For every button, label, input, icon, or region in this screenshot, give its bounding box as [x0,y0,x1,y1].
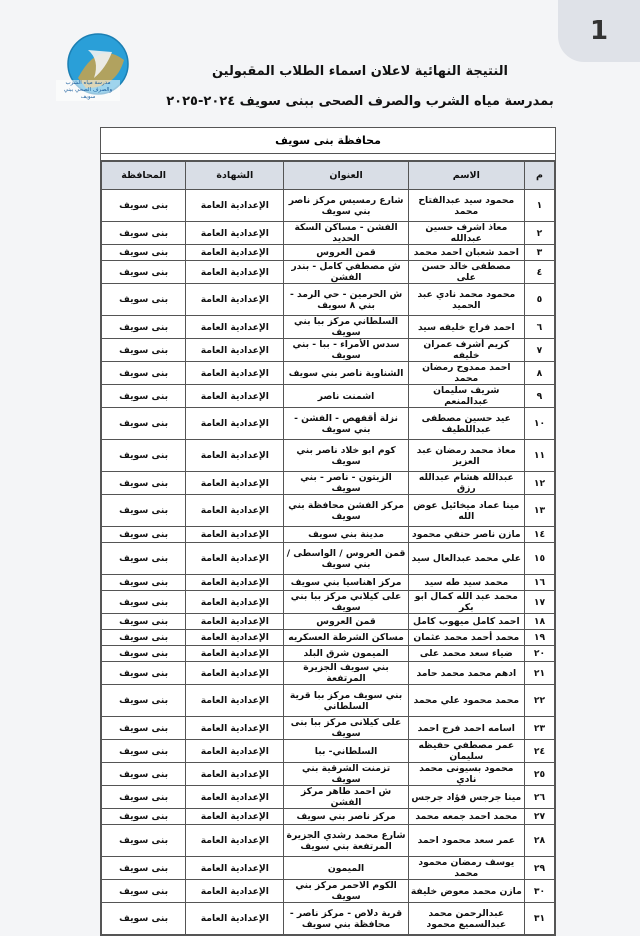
cell-address: بني سويف الجزيرة المرتفعة [284,662,408,685]
table-row [102,857,555,880]
table-row [102,190,555,222]
cell-certificate: الإعدادية العامة [186,825,284,857]
cell-certificate: الإعدادية العامة [186,857,284,880]
table-row [102,685,555,717]
cell-name: محمد أحمد محمد عثمان [408,630,524,646]
cell-certificate: الإعدادية العامة [186,575,284,591]
cell-num: ١٢ [524,472,554,495]
cell-num: ٣ [524,245,554,261]
governorate-band: محافظة بنى سويف [101,128,555,154]
cell-governorate: بنى سويف [102,646,186,662]
table-row [102,495,555,527]
table-row [102,809,555,825]
title-line-2: بمدرسة مياه الشرب والصرف الصحى ببنى سويف ٢٠٢٤-٢٠٢٥ [166,94,554,109]
cell-name: مازن ناصر حنفي محمود [408,527,524,543]
table-row [102,362,555,385]
cell-num: ٢٦ [524,786,554,809]
cell-certificate: الإعدادية العامة [186,543,284,575]
cell-name: محمد محمود علي محمد [408,685,524,717]
cell-name: عبدالرحمن محمد عبدالسميع محمود [408,903,524,935]
cell-name: محمود محمد نادي عبد الحميد [408,284,524,316]
table-row [102,245,555,261]
cell-governorate: بنى سويف [102,222,186,245]
cell-address: الشناوية ناصر بني سويف [284,362,408,385]
cell-certificate: الإعدادية العامة [186,222,284,245]
cell-certificate: الإعدادية العامة [186,190,284,222]
cell-governorate: بنى سويف [102,284,186,316]
cell-name: محمد عبد الله كمال ابو بكر [408,591,524,614]
table-row [102,575,555,591]
cell-num: ٢٨ [524,825,554,857]
logo-text-2: والصرف الصحي ببني سويف [63,87,113,100]
cell-address: تزمنت الشرقية بني سويف [284,763,408,786]
cell-name: معاذ اشرف حسين عبدالله [408,222,524,245]
cell-certificate: الإعدادية العامة [186,646,284,662]
cell-name: مصطفى خالد حسن على [408,261,524,284]
cell-name: كريم أشرف عمران خليفه [408,339,524,362]
table-row [102,222,555,245]
col-header-address: العنوان [284,162,408,190]
cell-num: ١٤ [524,527,554,543]
cell-certificate: الإعدادية العامة [186,903,284,935]
table-row [102,717,555,740]
cell-governorate: بنى سويف [102,472,186,495]
cell-governorate: بنى سويف [102,440,186,472]
cell-address: مدينة بني سويف [284,527,408,543]
cell-certificate: الإعدادية العامة [186,316,284,339]
cell-governorate: بنى سويف [102,261,186,284]
cell-num: ١٥ [524,543,554,575]
table-row [102,740,555,763]
cell-governorate: بنى سويف [102,809,186,825]
cell-address: ش مصطفي كامل - بندر الفشن [284,261,408,284]
cell-num: ٦ [524,316,554,339]
table-body [102,190,555,935]
cell-address: ش الحرمين - حي الرمد - بني ٨ سويف [284,284,408,316]
cell-address: ش احمد طاهر مركز الفشن [284,786,408,809]
col-header-certificate: الشهادة [186,162,284,190]
cell-address: نزلة أقفهص - الفشن - بني سويف [284,408,408,440]
cell-governorate: بنى سويف [102,495,186,527]
cell-name: محمود سيد عبدالفتاح محمد [408,190,524,222]
cell-governorate: بنى سويف [102,880,186,903]
cell-address: مركز الفشن محافظة بني سويف [284,495,408,527]
cell-num: ٢ [524,222,554,245]
cell-name: عبدالله هشام عبدالله رزق [408,472,524,495]
page-number: 1 [589,16,609,46]
cell-num: ٤ [524,261,554,284]
cell-name: معاذ محمد رمضان عبد العزيز [408,440,524,472]
table-row [102,527,555,543]
results-table-container [100,127,556,936]
cell-address: مساكن الشرطة العسكريه [284,630,408,646]
cell-certificate: الإعدادية العامة [186,786,284,809]
table-row [102,284,555,316]
cell-certificate: الإعدادية العامة [186,809,284,825]
cell-name: محمد احمد جمعه محمد [408,809,524,825]
table-row [102,662,555,685]
table-row [102,472,555,495]
cell-certificate: الإعدادية العامة [186,440,284,472]
table-row [102,440,555,472]
cell-certificate: الإعدادية العامة [186,261,284,284]
cell-address: قمن العروس [284,614,408,630]
cell-certificate: الإعدادية العامة [186,245,284,261]
cell-address: السلطاني مركز ببا بني سويف [284,316,408,339]
cell-address: الزيتون - ناصر - بني سويف [284,472,408,495]
cell-name: عمر مصطفي حفيظه سليمان [408,740,524,763]
cell-num: ١٩ [524,630,554,646]
cell-num: ٢٧ [524,809,554,825]
cell-name: مازن محمد معوض خليفة [408,880,524,903]
cell-address: كوم ابو خلاد ناصر بني سويف [284,440,408,472]
cell-num: ١ [524,190,554,222]
cell-address: السلطاني- ببا [284,740,408,763]
table-row [102,763,555,786]
cell-address: قرية دلاص - مركز ناصر - محافظة بني سويف [284,903,408,935]
cell-governorate: بنى سويف [102,825,186,857]
page-number-tab [558,0,640,62]
cell-name: احمد شعبان احمد محمد [408,245,524,261]
cell-certificate: الإعدادية العامة [186,385,284,408]
cell-governorate: بنى سويف [102,786,186,809]
table-row [102,261,555,284]
cell-governorate: بنى سويف [102,339,186,362]
cell-num: ١٣ [524,495,554,527]
table-row [102,825,555,857]
cell-address: بني سويف مركز ببا قرية السلطاني [284,685,408,717]
cell-certificate: الإعدادية العامة [186,880,284,903]
cell-num: ٩ [524,385,554,408]
cell-num: ١٧ [524,591,554,614]
cell-name: ادهم محمد محمد حامد [408,662,524,685]
cell-address: الميمون شرق البلد [284,646,408,662]
cell-num: ٨ [524,362,554,385]
cell-num: ١٦ [524,575,554,591]
cell-num: ١١ [524,440,554,472]
cell-governorate: بنى سويف [102,717,186,740]
cell-num: ٧ [524,339,554,362]
table-spacer [101,154,555,161]
cell-governorate: بنى سويف [102,763,186,786]
results-table [101,161,555,935]
cell-governorate: بنى سويف [102,662,186,685]
cell-num: ١٨ [524,614,554,630]
cell-certificate: الإعدادية العامة [186,339,284,362]
cell-governorate: بنى سويف [102,575,186,591]
table-row [102,786,555,809]
cell-certificate: الإعدادية العامة [186,591,284,614]
cell-num: ٥ [524,284,554,316]
cell-address: قمن العروس / الواسطى / بني سويف [284,543,408,575]
table-row [102,316,555,339]
cell-address: مركز ناصر بني سويف [284,809,408,825]
table-row [102,543,555,575]
table-row [102,408,555,440]
cell-num: ٢٠ [524,646,554,662]
cell-name: احمد كامل ميهوب كامل [408,614,524,630]
cell-address: الفشن - مساكن السكة الحديد [284,222,408,245]
cell-name: مينا عماد ميخائيل عوض الله [408,495,524,527]
cell-address: الكوم الاحمر مركز بني سويف [284,880,408,903]
cell-governorate: بنى سويف [102,190,186,222]
cell-num: ٢٤ [524,740,554,763]
cell-governorate: بنى سويف [102,903,186,935]
cell-certificate: الإعدادية العامة [186,472,284,495]
cell-governorate: بنى سويف [102,614,186,630]
cell-governorate: بنى سويف [102,543,186,575]
table-header-row [102,162,555,190]
cell-name: ضياء سعد محمد على [408,646,524,662]
cell-address: سدس الأمراء - ببا - بني سويف [284,339,408,362]
cell-num: ٢٩ [524,857,554,880]
cell-address: قمن العروس [284,245,408,261]
cell-name: مينا جرجس فؤاد جرجس [408,786,524,809]
cell-governorate: بنى سويف [102,740,186,763]
cell-governorate: بنى سويف [102,245,186,261]
cell-address: الميمون [284,857,408,880]
cell-address: مركز اهناسيا بني سويف [284,575,408,591]
cell-name: علي محمد عبدالعال سيد [408,543,524,575]
table-row [102,614,555,630]
cell-certificate: الإعدادية العامة [186,717,284,740]
col-header-name: الاسم [408,162,524,190]
cell-address: على كيلانى مركز ببا بنى سويف [284,717,408,740]
cell-num: ١٠ [524,408,554,440]
cell-name: شريف سليمان عبدالمنعم [408,385,524,408]
cell-name: عمر سعد محمود احمد [408,825,524,857]
cell-governorate: بنى سويف [102,630,186,646]
cell-certificate: الإعدادية العامة [186,630,284,646]
cell-name: عيد حسين مصطفى عبداللطيف [408,408,524,440]
cell-governorate: بنى سويف [102,316,186,339]
cell-name: محمود بسيونى محمد نادي [408,763,524,786]
cell-certificate: الإعدادية العامة [186,740,284,763]
cell-governorate: بنى سويف [102,685,186,717]
cell-certificate: الإعدادية العامة [186,662,284,685]
table-row [102,903,555,935]
cell-address: اشمنت ناصر [284,385,408,408]
title-line-1: النتيجة النهائية لاعلان اسماء الطلاب المقبولين [211,64,509,79]
school-logo-icon [56,30,136,104]
cell-certificate: الإعدادية العامة [186,685,284,717]
cell-governorate: بنى سويف [102,362,186,385]
table-row [102,591,555,614]
cell-governorate: بنى سويف [102,591,186,614]
cell-certificate: الإعدادية العامة [186,763,284,786]
cell-certificate: الإعدادية العامة [186,495,284,527]
cell-governorate: بنى سويف [102,408,186,440]
logo-text-1: مدرسة مياه الشرب [65,80,111,86]
table-row [102,385,555,408]
table-row [102,339,555,362]
cell-address: شارع رمسيس مركز ناصر بني سويف [284,190,408,222]
col-header-governorate: المحافظة [102,162,186,190]
cell-name: احمد ممدوح رمضان محمد [408,362,524,385]
table-row [102,646,555,662]
cell-name: اسامه احمد فرج احمد [408,717,524,740]
cell-certificate: الإعدادية العامة [186,527,284,543]
cell-address: شارع محمد رشدي الجزيرة المرتفعة بني سويف [284,825,408,857]
cell-certificate: الإعدادية العامة [186,408,284,440]
cell-name: محمد سيد طه سيد [408,575,524,591]
cell-name: احمد فراج خليفه سيد [408,316,524,339]
cell-certificate: الإعدادية العامة [186,284,284,316]
col-header-num: م [524,162,554,190]
cell-certificate: الإعدادية العامة [186,362,284,385]
table-row [102,880,555,903]
cell-governorate: بنى سويف [102,385,186,408]
cell-num: ٣١ [524,903,554,935]
cell-governorate: بنى سويف [102,857,186,880]
cell-num: ٣٠ [524,880,554,903]
cell-governorate: بنى سويف [102,527,186,543]
cell-address: على كيلاني مركز ببا بني سويف [284,591,408,614]
cell-num: ٢٥ [524,763,554,786]
cell-certificate: الإعدادية العامة [186,614,284,630]
cell-num: ٢١ [524,662,554,685]
cell-name: يوسف رمضان محمود محمد [408,857,524,880]
cell-num: ٢٢ [524,685,554,717]
cell-num: ٢٣ [524,717,554,740]
table-row [102,630,555,646]
